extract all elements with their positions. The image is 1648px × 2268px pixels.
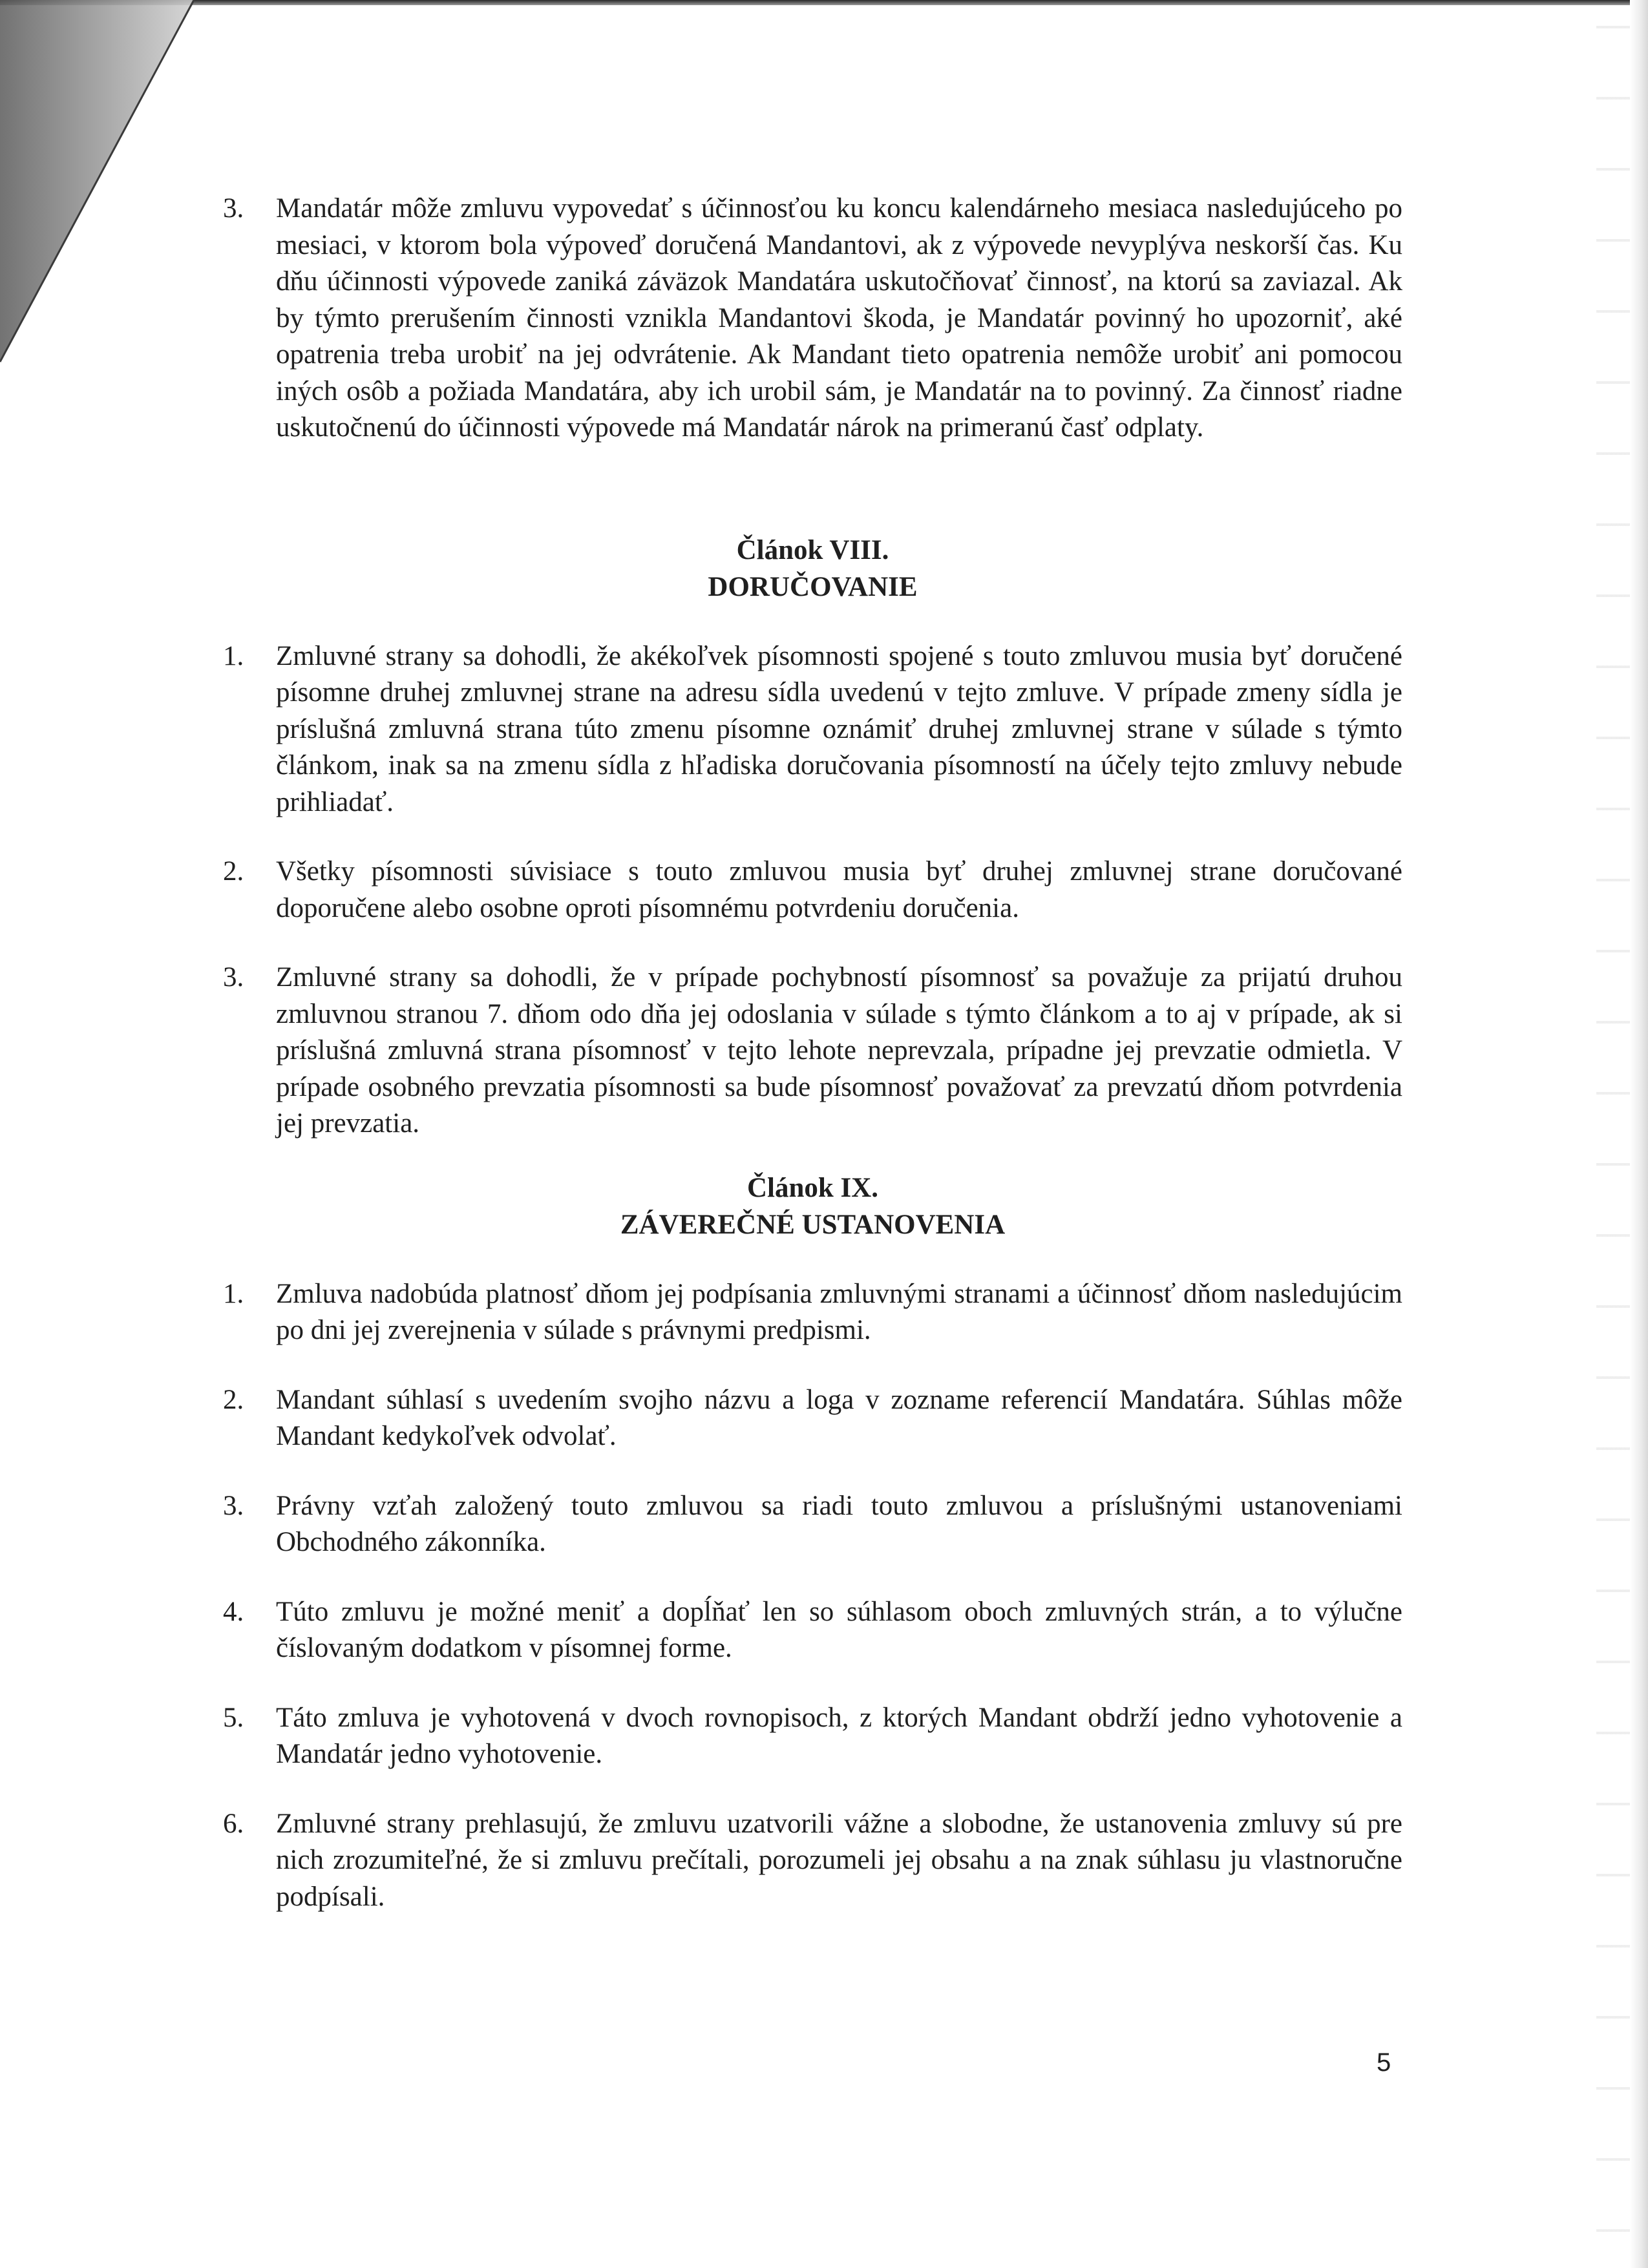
spacer [223, 1773, 1402, 1806]
spacer [223, 446, 1402, 532]
item-text: Zmluvné strany sa dohodli, že akékoľvek písomnosti spojené s touto zmluvou musia byť doručené písomne druhej zmluvnej strane na adresu sídla uvedenú v tejto zmluve. V prípade zmeny sídla je príslušná zmluvná strana túto zmenu písomne oznámiť druhej zmluvnej strane v súlade s týmto článkom, inak sa na zmenu sídla z hľadiska doručovania písomností na účely tejto zmluvy nebude prihliadať. [276, 640, 1402, 817]
item-number: 2. [223, 856, 244, 887]
list-item [223, 1594, 1402, 1667]
scan-right-edge [1630, 0, 1648, 2268]
article-title: Článok IX. [746, 1172, 879, 1203]
item-text: Všetky písomnosti súvisiace s touto zmluvou musia byť druhej zmluvnej strane doručované doporučene alebo osobne oproti písomnému potvrdeniu doručenia. [276, 856, 1402, 923]
article-subtitle: DORUČOVANIE [708, 571, 918, 602]
item-number: 6. [223, 1808, 244, 1839]
list-item [223, 854, 1402, 927]
item-text: Táto zmluva je vyhotovená v dvoch rovnopisoch, z ktorých Mandant obdrží jedno vyhotovenie a Mandatár jedno vyhotovenie. [276, 1702, 1402, 1769]
spacer [223, 927, 1402, 960]
list-item [223, 1806, 1402, 1916]
item-text: Mandant súhlasí s uvedením svojho názvu a loga v zozname referencií Mandatára. Súhlas môže Mandant kedykoľvek odvolať. [276, 1384, 1402, 1451]
item-number: 1. [223, 640, 244, 671]
article-title: Článok VIII. [736, 534, 889, 565]
item-number: 1. [223, 1278, 244, 1309]
list-item [223, 1488, 1402, 1561]
item-number: 3. [223, 193, 244, 224]
item-text: Právny vzťah založený touto zmluvou sa riadi touto zmluvou a príslušnými ustanoveniami Obchodného zákonníka. [276, 1490, 1402, 1557]
spacer [223, 1349, 1402, 1382]
item-text: Zmluva nadobúda platnosť dňom jej podpísania zmluvnými stranami a účinnosť dňom nasledujúcim po dni jej zverejnenia v súlade s právnymi predpismi. [276, 1278, 1402, 1345]
spacer [223, 1243, 1402, 1276]
page-number: 5 [1377, 2048, 1391, 2077]
item-text: Zmluvné strany sa dohodli, že v prípade pochybností písomnosť sa považuje za prijatú druhou zmluvnou stranou 7. dňom odo dňa jej odoslania v súlade s týmto článkom a to aj v prípade, ak si príslušná zmluvná strana písomnosť v tejto lehote neprevzala, prípadne jej prevzatie odmietla. V prípade osobného prevzatia písomnosti sa bude písomnosť považovať za prevzatú dňom potvrdenia jej prevzatia. [276, 962, 1402, 1139]
item-number: 2. [223, 1384, 244, 1415]
list-item [223, 638, 1402, 821]
item-number: 3. [223, 962, 244, 992]
list-item [223, 191, 1402, 446]
spacer [223, 1561, 1402, 1594]
article-subtitle: ZÁVEREČNÉ USTANOVENIA [620, 1209, 1006, 1240]
spacer [223, 1667, 1402, 1700]
list-item [223, 960, 1402, 1142]
spacer [223, 605, 1402, 638]
document-body [223, 191, 1402, 1915]
item-number: 3. [223, 1490, 244, 1521]
item-number: 5. [223, 1702, 244, 1733]
list-item [223, 1700, 1402, 1773]
item-text: Mandatár môže zmluvu vypovedať s účinnosťou ku koncu kalendárneho mesiaca nasledujúceho po mesiaci, v ktorom bola výpoveď doručená Mandantovi, ak z výpovede nevyplýva neskorší čas. Ku dňu účinnosti výpovede zaniká záväzok Mandatára uskutočňovať činnosť, na ktorú sa zaviazal. Ak by týmto prerušením činnosti vznikla Mandantovi škoda, je Mandatár povinný ho upozorniť, aké opatrenia treba urobiť na jej odvrátenie. Ak Mandant tieto opatrenia nemôže urobiť ani pomocou iných osôb a požiada Mandatára, aby ich urobil sám, je Mandatár na to povinný. Za činnosť riadne uskutočnenú do účinnosti výpovede má Mandatár nárok na primeranú časť odplaty. [276, 193, 1402, 443]
list-item [223, 1276, 1402, 1349]
item-text: Zmluvné strany prehlasujú, že zmluvu uzatvorili vážne a slobodne, že ustanovenia zmluvy sú pre nich zrozumiteľné, že si zmluvu prečítali, porozumeli jej obsahu a na znak súhlasu ju vlastnoručne podpísali. [276, 1808, 1402, 1912]
item-text: Túto zmluvu je možné meniť a dopĺňať len so súhlasom oboch zmluvných strán, a to výlučne číslovaným dodatkom v písomnej forme. [276, 1596, 1402, 1663]
list-item [223, 1382, 1402, 1455]
spacer [223, 1142, 1402, 1170]
spacer [223, 821, 1402, 854]
item-number: 4. [223, 1596, 244, 1627]
spacer [223, 1455, 1402, 1488]
